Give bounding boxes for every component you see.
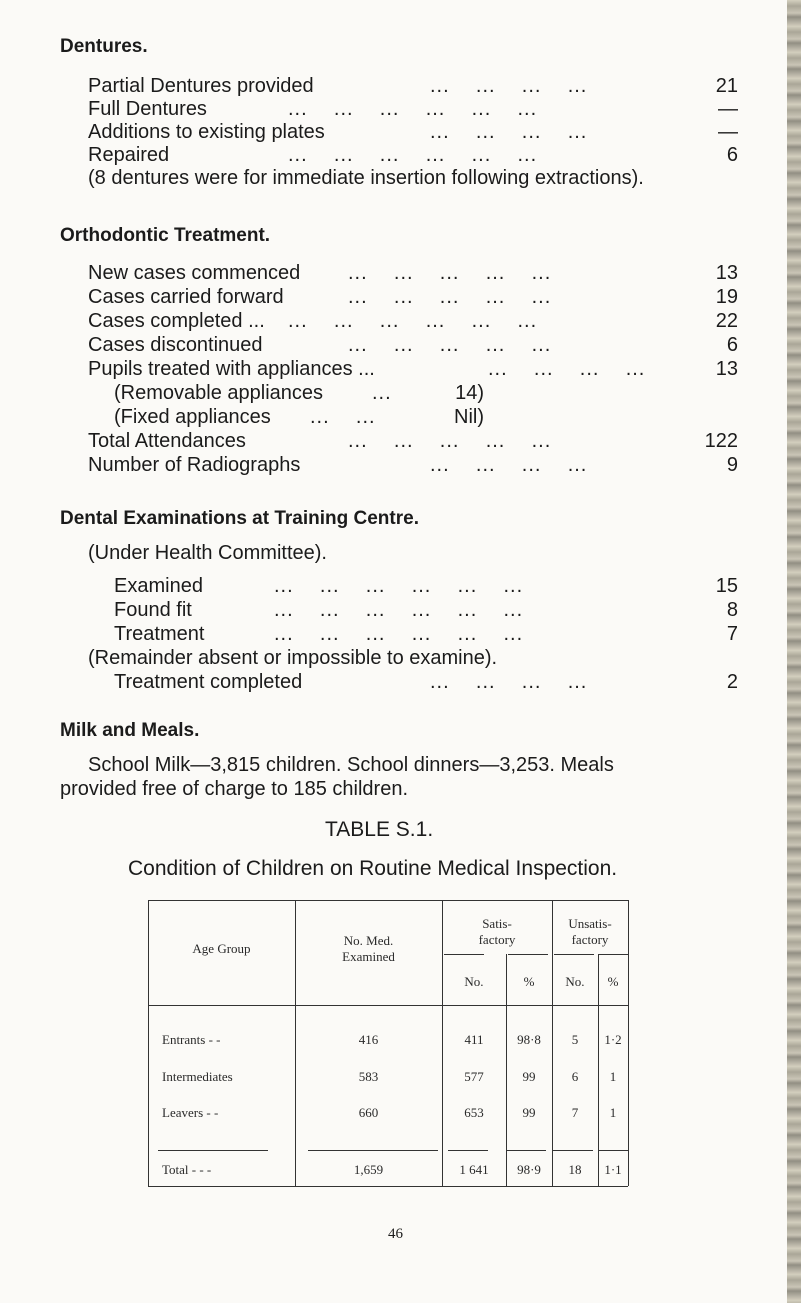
row-group: Entrants - - — [162, 1032, 221, 1047]
row-satisfactory-pct: 99 — [522, 1105, 536, 1120]
item-label: Partial Dentures provided — [88, 75, 314, 97]
table-title: TABLE S.1. — [325, 818, 434, 841]
item-label: Repaired — [88, 144, 170, 166]
item-label: Cases completed ... — [88, 310, 265, 332]
header-satisfactory-pct: % — [523, 974, 535, 989]
item-label: (Removable appliances — [114, 382, 324, 404]
leader-dots: ... ... ... ... — [488, 358, 646, 380]
leader-dots: ... ... ... ... — [430, 121, 588, 143]
item-label: Found fit — [114, 599, 192, 621]
row-examined: 416 — [358, 1032, 379, 1047]
total-unsatisfactory-no: 18 — [568, 1162, 582, 1177]
header-unsatisfactory-no: No. — [565, 974, 585, 989]
item-value: 22 — [715, 310, 738, 332]
item-label: Pupils treated with appliances ... — [88, 358, 375, 380]
leader-dots: ... ... ... ... ... — [348, 262, 552, 284]
leader-dots: ... ... ... ... ... ... — [274, 623, 524, 645]
leader-dots: ... ... ... ... ... ... — [288, 310, 538, 332]
item-label: Additions to existing plates — [88, 121, 325, 143]
header-unsatisfactory-pct: % — [607, 974, 619, 989]
row-unsatisfactory-no: 7 — [571, 1105, 579, 1120]
header-satisfactory-no: No. — [464, 974, 484, 989]
row-satisfactory-pct: 98·8 — [517, 1032, 541, 1047]
row-examined: 583 — [358, 1069, 379, 1084]
leader-dots: ... — [372, 382, 392, 404]
leader-dots: ... ... — [310, 406, 376, 428]
milk-line-1: School Milk—3,815 children. School dinners—3,253. Meals — [88, 754, 614, 776]
training-subheading: (Under Health Committee). — [88, 542, 327, 564]
training-heading: Dental Examinations at Training Centre. — [60, 508, 419, 529]
item-value: 15 — [715, 575, 738, 597]
item-label: Cases carried forward — [88, 286, 284, 308]
item-label: (Fixed appliances — [114, 406, 271, 428]
item-label: Cases discontinued — [88, 334, 263, 356]
item-label: Number of Radiographs — [88, 454, 301, 476]
item-value: 9 — [726, 454, 738, 476]
row-examined: 660 — [358, 1105, 379, 1120]
item-value: 6 — [726, 334, 738, 356]
item-label: Treatment completed — [114, 671, 303, 693]
item-value: 7 — [726, 623, 738, 645]
leader-dots: ... ... ... ... ... ... — [274, 575, 524, 597]
item-value: — — [718, 121, 738, 143]
milk-line-2: provided free of charge to 185 children. — [60, 778, 408, 800]
item-value: 13 — [715, 358, 738, 380]
item-label: Treatment — [114, 623, 205, 645]
header-examined-1: No. Med. — [343, 933, 394, 948]
page-number: 46 — [388, 1226, 403, 1242]
item-value: Nil) — [454, 406, 484, 428]
dentures-heading: Dentures. — [60, 36, 148, 57]
item-value: 19 — [715, 286, 738, 308]
item-value: 14) — [455, 382, 484, 404]
item-value: 122 — [704, 430, 738, 452]
orthodontic-heading: Orthodontic Treatment. — [60, 225, 271, 246]
item-value: 13 — [715, 262, 738, 284]
leader-dots: ... ... ... ... ... ... — [288, 144, 538, 166]
table-caption: Condition of Children on Routine Medical Inspection. — [128, 857, 618, 880]
row-satisfactory-no: 577 — [464, 1069, 484, 1084]
row-unsatisfactory-pct: 1 — [609, 1069, 617, 1084]
item-label: Full Dentures — [88, 98, 207, 120]
training-remainder: (Remainder absent or impossible to examine). — [88, 647, 498, 669]
item-label: Examined — [114, 575, 203, 597]
header-satisfactory-1: Satis- — [482, 916, 512, 931]
item-label: New cases commenced — [88, 262, 301, 284]
row-satisfactory-no: 411 — [464, 1032, 484, 1047]
row-satisfactory-pct: 99 — [522, 1069, 536, 1084]
leader-dots: ... ... ... ... — [430, 75, 588, 97]
dentures-note: (8 dentures were for immediate insertion following extractions). — [88, 167, 644, 189]
total-unsatisfactory-pct: 1·1 — [604, 1162, 622, 1177]
leader-dots: ... ... ... ... ... ... — [274, 599, 524, 621]
item-label: Total Attendances — [88, 430, 246, 452]
row-satisfactory-no: 653 — [464, 1105, 484, 1120]
item-value: 6 — [726, 144, 738, 166]
header-satisfactory-2: factory — [478, 932, 516, 947]
leader-dots: ... ... ... ... — [430, 671, 588, 693]
total-satisfactory-pct: 98·9 — [517, 1162, 541, 1177]
row-unsatisfactory-no: 6 — [571, 1069, 579, 1084]
leader-dots: ... ... ... ... ... — [348, 286, 552, 308]
item-value: 8 — [726, 599, 738, 621]
header-examined-2: Examined — [342, 949, 395, 964]
leader-dots: ... ... ... ... — [430, 454, 588, 476]
total-examined: 1,659 — [353, 1162, 384, 1177]
header-unsatisfactory-1: Unsatis- — [568, 916, 612, 931]
header-age-group: Age Group — [192, 941, 251, 956]
leader-dots: ... ... ... ... ... ... — [288, 98, 538, 120]
item-value: — — [718, 98, 738, 120]
total-group: Total - - - — [162, 1162, 212, 1177]
row-group: Intermediates — [162, 1069, 233, 1084]
header-unsatisfactory-2: factory — [571, 932, 609, 947]
leader-dots: ... ... ... ... ... — [348, 430, 552, 452]
leader-dots: ... ... ... ... ... — [348, 334, 552, 356]
data-table — [148, 900, 628, 1190]
row-unsatisfactory-pct: 1·2 — [604, 1032, 622, 1047]
item-value: 21 — [715, 75, 738, 97]
item-value: 2 — [726, 671, 738, 693]
row-unsatisfactory-no: 5 — [571, 1032, 579, 1047]
milk-heading: Milk and Meals. — [60, 720, 200, 741]
total-satisfactory-no: 1 641 — [459, 1162, 489, 1177]
row-group: Leavers - - — [162, 1105, 219, 1120]
row-unsatisfactory-pct: 1 — [609, 1105, 617, 1120]
